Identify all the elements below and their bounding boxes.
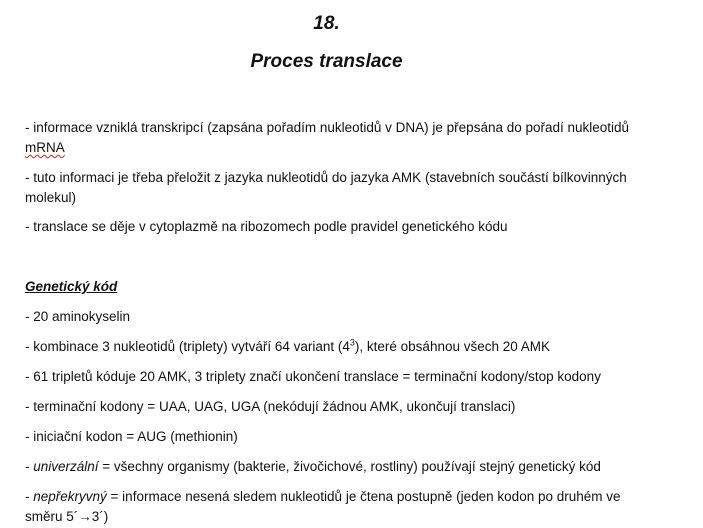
list-item: - terminační kodony = UAA, UAG, UGA (nekódují žádnou AMK, ukončují translaci) [25, 399, 516, 414]
term-italic: nepřekryvný [33, 489, 107, 504]
list-item-dash: - [25, 489, 34, 504]
list-item-text: = informace nesená sledem nukleotidů je čtena postupně (jeden kodon po druhém ve směru 5´→3´) [25, 489, 621, 524]
list-item [25, 457, 655, 477]
list-item: - iniciační kodon = AUG (methionin) [25, 429, 238, 444]
superscript: 3 [349, 337, 355, 348]
list-item-text: ), které obsáhnou všech 20 AMK [354, 339, 551, 354]
paragraph-2: - tuto informaci je třeba přeložit z jazyka nukleotidů do jazyka AMK (stavebních součástí bílkovinných molekul) [25, 170, 627, 205]
term-italic: univerzální [33, 459, 99, 474]
paragraph-1-text: - informace vzniklá transkripcí (zapsána pořadím nukleotidů v DNA) je přepsána do pořadí nukleotidů [25, 120, 630, 135]
page-title: Proces translace [250, 51, 403, 72]
list-item [25, 337, 655, 357]
list-item: - 20 aminokyselin [25, 309, 131, 324]
list-item-text: = všechny organismy (bakterie, živočichové, rostliny) používají stejný genetický kód [98, 459, 601, 474]
paragraph-3: - translace se děje v cytoplazmě na ribozomech podle pravidel genetického kódu [25, 219, 508, 234]
spellcheck-flagged-word[interactable]: mRNA [25, 140, 65, 155]
list-item-text: - kombinace 3 nukleotidů (triplety) vytváří 64 variant (4 [25, 339, 350, 354]
list-item [25, 487, 655, 527]
chapter-number: 18. [313, 13, 340, 34]
list-item: - 61 tripletů kóduje 20 AMK, 3 triplety značí ukončení translace = terminační kodony/stop kodony [25, 369, 601, 384]
paragraph-1 [25, 118, 655, 158]
section-heading-text: Genetický kód [25, 279, 118, 294]
section-heading [25, 277, 655, 297]
list-item-dash: - [25, 459, 34, 474]
